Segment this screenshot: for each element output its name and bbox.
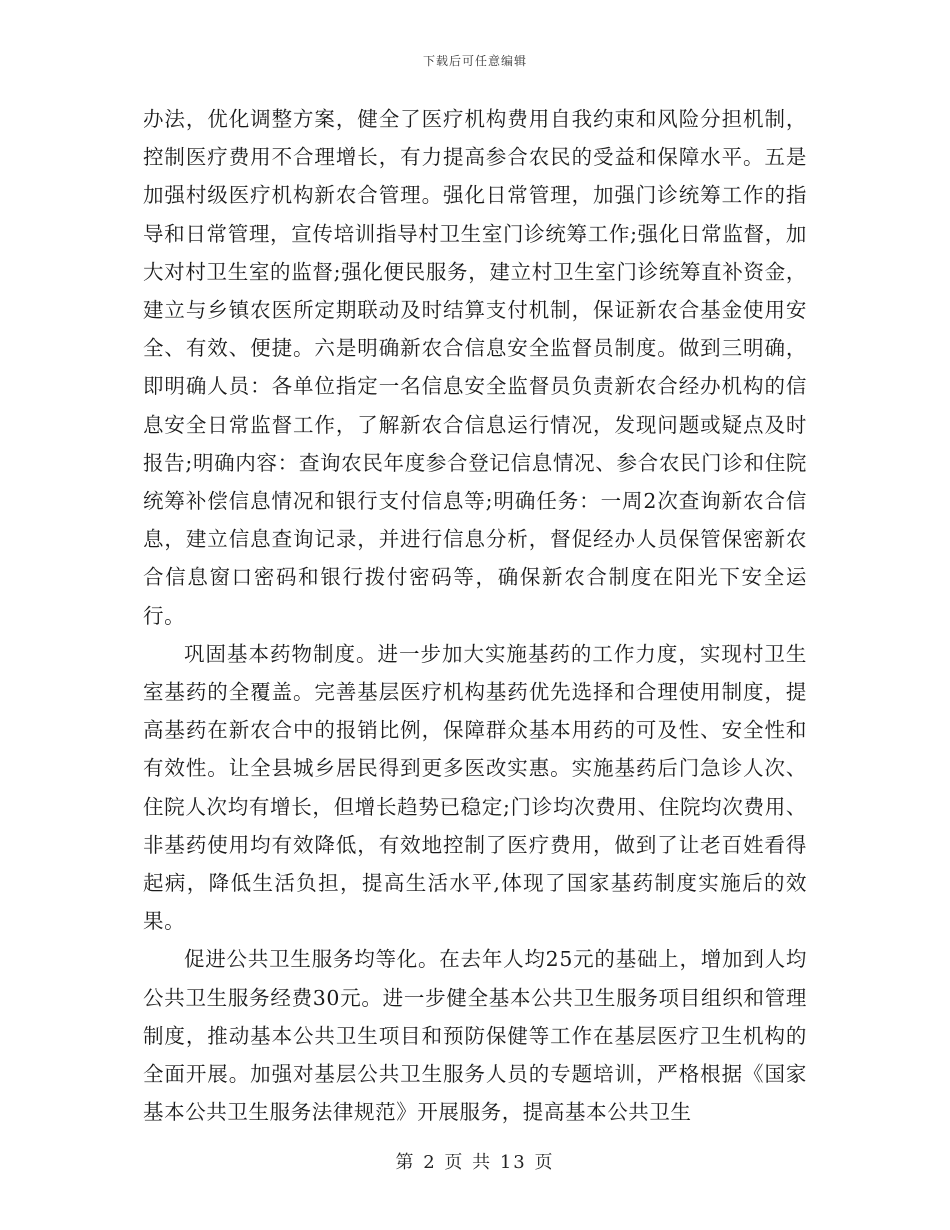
paragraph-essential-drugs: 巩固基本药物制度。进一步加大实施基药的工作力度，实现村卫生室基药的全覆盖。完善基层医疗机构基药优先选择和合理使用制度，提高基药在新农合中的报销比例，保障群众基本用药的可及性、安全性和有效性。让全县城乡居民得到更多医改实惠。实施基药后门急诊人次、住院人次均有增长，但增长趋势已稳定;门诊均次费用、住院均次费用、非基药使用均有效降低，有效地控制了医疗费用，做到了让老百姓看得起病，降低生活负担，提高生活水平,体现了国家基药制度实施后的效果。 [143,641,807,934]
document-body [143,100,807,1131]
page-header: 下载后可任意编辑 [422,54,527,68]
paragraph-public-health: 促进公共卫生服务均等化。在去年人均25元的基础上，增加到人均公共卫生服务经费30元。进一步健全基本公共卫生服务项目组织和管理制度，推动基本公共卫生项目和预防保健等工作在基层医疗卫生机构的全面开展。加强对基层公共卫生服务人员的专题培训，严格根据《国家基本公共卫生服务法律规范》开展服务，提高基本公共卫生 [143,947,807,1125]
paragraph-continuation: 办法，优化调整方案，健全了医疗机构费用自我约束和风险分担机制，控制医疗费用不合理增长，有力提高参合农民的受益和保障水平。五是加强村级医疗机构新农合管理。强化日常管理，加强门诊统筹工作的指导和日常管理，宣传培训指导村卫生室门诊统筹工作;强化日常监督，加大对村卫生室的监督;强化便民服务，建立村卫生室门诊统筹直补资金，建立与乡镇农医所定期联动及时结算支付机制，保证新农合基金使用安全、有效、便捷。六是明确新农合信息安全监督员制度。做到三明确，即明确人员：各单位指定一名信息安全监督员负责新农合经办机构的信息安全日常监督工作，了解新农合信息运行情况，发现问题或疑点及时报告;明确内容：查询农民年度参合登记信息情况、参合农民门诊和住院统筹补偿信息情况和银行支付信息等;明确任务：一周2次查询新农合信息，建立信息查询记录，并进行信息分析，督促经办人员保管保密新农合信息窗口密码和银行拨付密码等，确保新农合制度在阳光下安全运行。 [143,107,807,628]
page-footer: 第 2 页 共 13 页 [395,1152,555,1173]
